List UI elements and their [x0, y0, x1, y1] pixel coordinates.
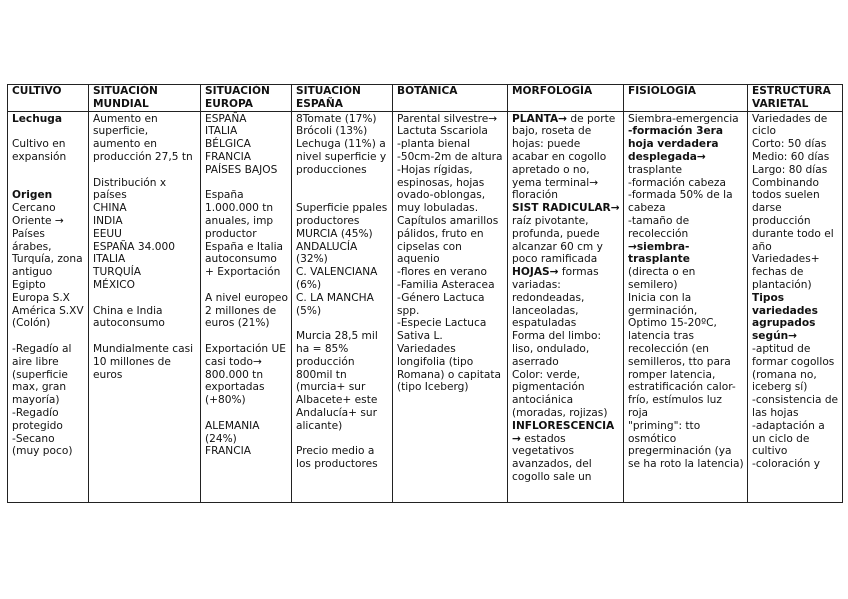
cell-text-line: Superficie ppales productores — [296, 202, 391, 227]
cell-fisiologia — [624, 111, 748, 502]
cell-text-line: CHINA — [93, 202, 127, 215]
cell-text-line: Variedades longifolia (tipo Romana) o capitata (tipo Iceberg) — [397, 342, 505, 394]
cell-text-line: -formación cabeza — [628, 176, 726, 189]
cell-text-line: Inicia con la germinación, — [628, 291, 698, 317]
cell-text-line: -planta bienal — [397, 138, 471, 151]
cell-text-line: (directa o en semilero) — [628, 266, 699, 291]
cell-text-line: -Especie Lactuca Sativa L. — [397, 317, 490, 343]
cell-estructura-varietal — [748, 111, 843, 502]
cell-text-line: Lechuga (11%) a nivel superficie y producciones — [296, 138, 390, 176]
cell-text-line: raíz pivotante, profunda, puede alcanzar 60 cm y poco ramificada — [512, 214, 607, 266]
cell-text-line — [12, 177, 85, 190]
header-row — [8, 85, 843, 112]
cell-morfologia — [508, 111, 624, 502]
cell-text-line: Precio medio a los productores — [296, 445, 378, 471]
crop-summary-table — [7, 84, 843, 503]
cell-text-line: SIST RADICULAR→ — [512, 202, 620, 215]
cell-text-line: TURQUÍA — [93, 266, 142, 279]
header-botanica: BOTÁNICA — [393, 85, 508, 112]
cell-text-line: Lechuga — [12, 112, 63, 125]
cell-text-line: ESPAÑA — [205, 112, 247, 125]
cell-text-line — [93, 330, 197, 343]
cell-text-line — [205, 177, 288, 190]
cell-text-line: China e India autoconsumo — [93, 304, 166, 330]
header-fisiologia: FISIOLOGÍA — [624, 85, 748, 112]
cell-text-line: FRANCIA — [205, 150, 251, 163]
cell-text-line: Capítulos amarillos pálidos, fruto en cipselas con aquenio — [397, 214, 502, 266]
cell-text-line: Medio: 60 días — [752, 150, 830, 163]
cell-text-fragment: de porte bajo, roseta de hojas: puede acabar en cogollo apretado o no, yema terminal→ floración — [512, 112, 619, 202]
cell-text-line: →siembra-trasplante — [628, 240, 690, 266]
cell-text-line — [93, 292, 197, 305]
header-cultivo: CULTIVO — [8, 85, 89, 112]
cell-text-line: Distribución x países — [93, 176, 170, 202]
cell-text-line: ITALIA — [93, 253, 126, 266]
cell-text-line: PAÍSES BAJOS — [205, 163, 278, 176]
cell-text-line: Aumento en superficie, aumento en producción 27,5 tn — [93, 112, 193, 163]
cell-text-line: MURCIA (45%) — [296, 227, 373, 240]
cell-text-line: América S.XV (Colón) — [12, 304, 88, 330]
cell-text-line — [512, 113, 620, 203]
cell-text-line — [12, 330, 85, 343]
cell-text-line: Corto: 50 días — [752, 138, 827, 151]
cell-text-line: Combinando todos suelen darse producción durante todo el año — [752, 176, 838, 253]
cell-text-line: Cultivo en expansión — [12, 138, 69, 163]
cell-text-line: Siembra-emergencia — [628, 112, 739, 125]
cell-text-line: -adaptación a un ciclo de cultivo — [752, 419, 829, 458]
cell-text-line: Mundialmente casi 10 millones de euros — [93, 342, 197, 381]
cell-text-line: "priming": tto osmótico pregerminación (ya se ha roto la latencia) — [628, 419, 744, 471]
cell-text-line: 8Tomate (17%) — [296, 112, 377, 125]
cell-text-line: A nivel europeo 2 millones de euros (21%) — [205, 291, 292, 330]
cell-text-fragment: formas variadas: redondeadas, lanceoladas, espatuladas — [512, 266, 602, 330]
cell-situacion-europa — [201, 111, 292, 502]
cell-text-fragment: PLANTA→ — [512, 112, 568, 125]
cell-botanica — [393, 111, 508, 502]
cell-text-line: EEUU — [93, 227, 122, 240]
cell-text-line: ESPAÑA 34.000 — [93, 240, 175, 253]
cell-text-line — [93, 164, 197, 177]
cell-text-line: C. VALENCIANA (6%) — [296, 266, 381, 291]
cell-text-fragment: INFLORESCENCIA→ — [512, 419, 615, 445]
cell-text-line: BÉLGICA — [205, 138, 251, 151]
cell-text-line: ITALIA — [205, 125, 238, 138]
cell-text-line: Murcia 28,5 mil ha = 85% producción 800mil tn (murcia+ sur Albacete+ este Andalucía+ sur alicante) — [296, 330, 382, 432]
header-estructura-varietal: ESTRUCTURA VARIETAL — [748, 85, 843, 112]
cell-text-line: -aptitud de formar cogollos (romana no, iceberg sí) — [752, 342, 838, 394]
cell-text-line: -Regadío protegido — [12, 406, 63, 432]
cell-text-line — [12, 164, 85, 177]
cell-text-line — [512, 266, 620, 330]
cell-situacion-espana — [292, 111, 393, 502]
cell-text-line: Optimo 15-20ºC, latencia tras recolección (en semilleros, tto para romper latencia, estratificación calor-frío, estímulos luz roja — [628, 317, 736, 419]
cell-text-fragment: HOJAS→ — [512, 266, 559, 279]
cell-text-line: Europa S.X — [12, 291, 70, 304]
cell-text-line: C. LA MANCHA (5%) — [296, 291, 378, 317]
header-morfologia: MORFOLOGÍA — [508, 85, 624, 112]
cell-text-line — [12, 125, 85, 138]
cell-text-line: -formada 50% de la cabeza — [628, 189, 736, 215]
cell-text-line: Forma del limbo: liso, ondulado, aserrado — [512, 330, 605, 368]
cell-text-line: -Familia Asteracea — [397, 278, 495, 291]
cell-text-line — [205, 407, 288, 420]
cell-text-line — [296, 177, 389, 190]
cell-text-line: -formación 3era hoja verdadera desplegada→ — [628, 125, 727, 163]
cell-text-line: -Género Lactuca spp. — [397, 291, 488, 317]
cell-text-line: Variedades+ fechas de plantación) — [752, 253, 823, 291]
cell-text-line — [205, 279, 288, 292]
cell-text-line: -coloración y — [752, 458, 821, 471]
cell-text-fragment: estados vegetativos avanzados, del cogollo sale un — [512, 432, 596, 483]
content-row — [8, 111, 843, 502]
cell-text-line — [296, 433, 389, 446]
cell-text-line: España 1.000.000 tn anuales, imp productor — [205, 189, 277, 240]
cell-text-line: -50cm-2m de altura — [397, 150, 503, 163]
cell-text-line: MÉXICO — [93, 278, 135, 291]
header-situacion-espana: SITUACIÓN ESPAÑA — [292, 85, 393, 112]
cell-text-line: España e Italia autoconsumo + Exportación — [205, 240, 287, 279]
cell-text-line: Parental silvestre→ Lactuta Sscariola — [397, 112, 501, 138]
cell-text-line — [512, 420, 620, 484]
cell-text-line: -Secano (muy poco) — [12, 432, 73, 458]
cell-text-line: Brócoli (13%) — [296, 125, 368, 138]
cell-text-line — [296, 317, 389, 330]
cell-text-line: -consistencia de las hojas — [752, 394, 842, 419]
cell-text-line: -Hojas rígidas, espinosas, hojas ovado-oblongas, muy lobuladas. — [397, 163, 489, 215]
header-situacion-europa: SITUACIÓN EUROPA — [201, 85, 292, 112]
cell-text-line: -flores en verano — [397, 266, 487, 279]
cell-situacion-mundial — [89, 111, 201, 502]
cell-text-line: FRANCIA — [205, 445, 251, 458]
cell-text-line: Largo: 80 días — [752, 163, 828, 176]
cell-text-line: -Regadío al aire libre (superficie max, gran mayoría) — [12, 342, 75, 407]
cell-text-line: Origen — [12, 189, 53, 202]
cell-text-line: Cercano Oriente → Países árabes, Turquía, zona antiguo Egipto — [12, 202, 86, 291]
cell-cultivo — [8, 111, 89, 502]
cell-text-line: INDIA — [93, 214, 123, 227]
cell-text-line: Variedades de ciclo — [752, 112, 831, 138]
cell-text-line — [205, 330, 288, 343]
cell-text-line: ALEMANIA (24%) — [205, 419, 263, 445]
cell-text-line: Color: verde, pigmentación antociánica (moradas, rojizas) — [512, 368, 608, 419]
cell-text-line — [296, 189, 389, 202]
cell-text-line: Tipos variedades agrupados según→ — [752, 291, 822, 343]
header-situacion-mundial: SITUACIÓN MUNDIAL — [89, 85, 201, 112]
cell-text-line: -tamaño de recolección — [628, 214, 693, 240]
cell-text-line: trasplante — [628, 163, 683, 176]
cell-text-line: Exportación UE casi todo→ 800.000 tn exportadas (+80%) — [205, 342, 290, 407]
cell-text-line: ANDALUCÍA (32%) — [296, 240, 361, 266]
